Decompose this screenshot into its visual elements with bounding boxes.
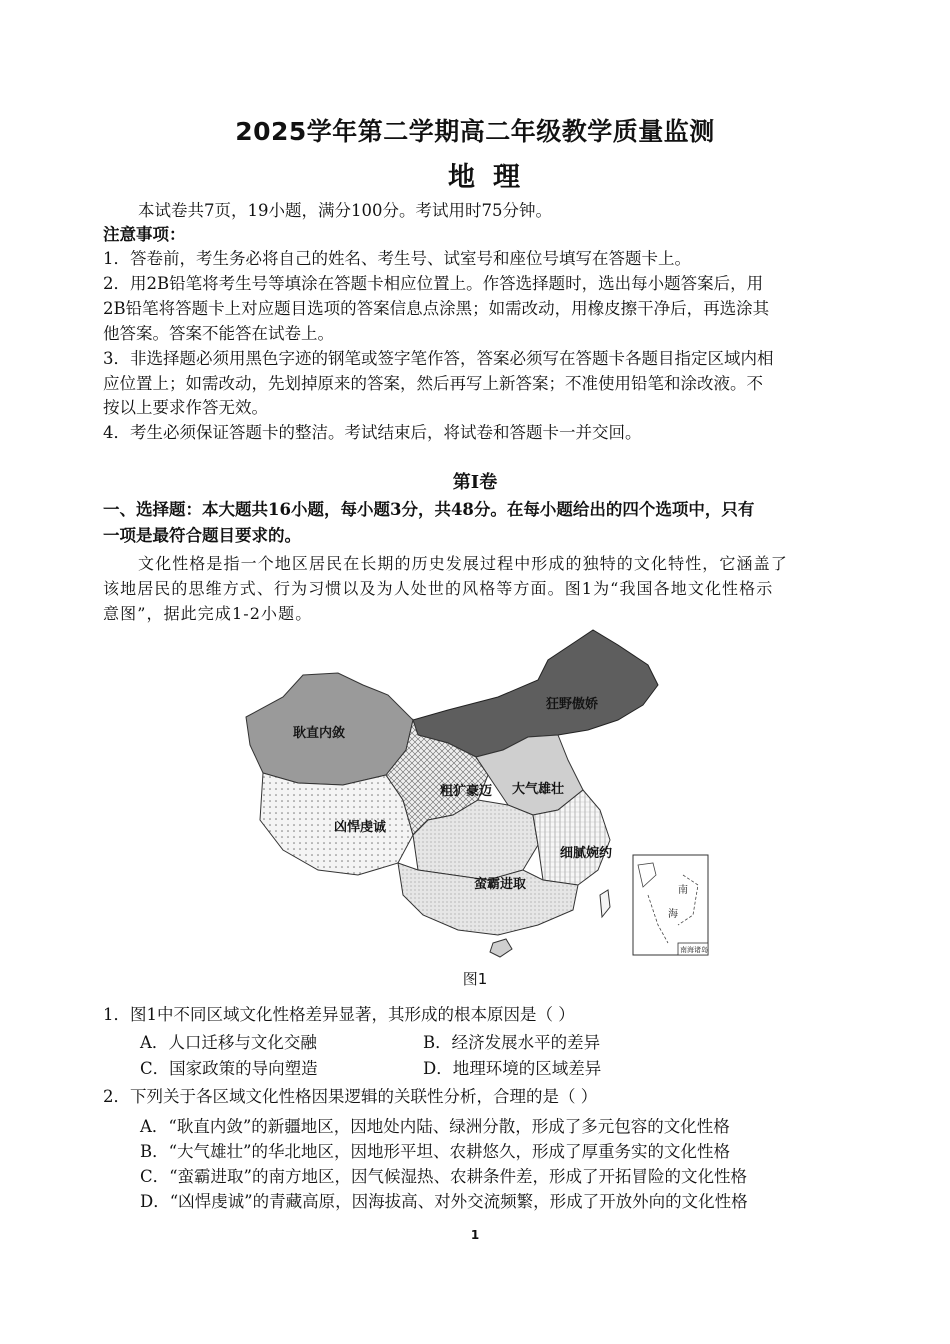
question-2-option-a: A．“耿直内敛”的新疆地区，因地处内陆、绿洲分散，形成了多元包容的文化性格 — [140, 1117, 730, 1136]
figure-caption: 图1 — [462, 970, 488, 988]
question-1-option-a: A．人口迁移与文化交融 — [140, 1033, 317, 1052]
inset-label-nan: 南 — [678, 885, 688, 896]
question-2-option-c: C．“蛮霸进取”的南方地区，因气候湿热、农耕条件差，形成了开拓冒险的文化性格 — [140, 1167, 747, 1186]
question-1-option-c: C．国家政策的导向塑造 — [140, 1059, 318, 1078]
notice-label: 注意事项： — [103, 225, 186, 244]
notice-line: 按以上要求作答无效。 — [103, 398, 268, 417]
passage-line: 文化性格是指一个地区居民在长期的历史发展过程中形成的独特的文化特性，它涵盖了 — [138, 554, 788, 573]
inset-frame — [633, 855, 708, 955]
question-1-stem: 1．图1中不同区域文化性格差异显著，其形成的根本原因是（ ） — [103, 1005, 575, 1024]
culture-map — [238, 625, 713, 960]
question-1-option-b: B．经济发展水平的差异 — [423, 1033, 601, 1052]
notice-line: 应位置上；如需改动，先划掉原来的答案，然后再写上新答案；不准使用铅笔和涂改液。不 — [103, 374, 763, 393]
page-number: 1 — [470, 1228, 480, 1242]
notice-line: 他答案。答案不能答在试卷上。 — [103, 324, 334, 343]
question-1-option-d: D．地理环境的区域差异 — [423, 1059, 602, 1078]
section-title: 第Ⅰ卷 — [452, 472, 498, 493]
notice-line: 3．非选择题必须用黑色字迹的钢笔或签字笔作答，答案必须写在答题卡各题目指定区域内相 — [103, 349, 774, 368]
notice-line: 2．用2B铅笔将考生号等填涂在答题卡相应位置上。作答选择题时，选出每小题答案后，用 — [103, 274, 764, 293]
question-2-option-d: D．“凶悍虔诚”的青藏高原，因海拔高、对外交流频繁，形成了开放外向的文化性格 — [140, 1192, 748, 1211]
passage-line: 意图”，据此完成1-2小题。 — [103, 604, 313, 623]
inset-label-hai: 海 — [668, 909, 678, 920]
notice-line: 1．答卷前，考生务必将自己的姓名、考生号、试室号和座位号填写在答题卡上。 — [103, 249, 691, 268]
intro-text: 本试卷共7页，19小题，满分100分。考试用时75分钟。 — [138, 201, 552, 220]
passage-line: 该地居民的思维方式、行为习惯以及为人处世的风格等方面。图1为“我国各地文化性格示 — [103, 579, 774, 598]
notice-line: 2B铅笔将答题卡上对应题目选项的答案信息点涂黑；如需改动，用橡皮擦干净后，再选涂其 — [103, 299, 770, 318]
label-cuguanghaomai: 粗犷豪迈 — [440, 784, 493, 799]
exam-title: 2025学年第二学期高二年级教学质量监测 — [235, 117, 715, 146]
label-daqixiongzhuang: 大气雄壮 — [512, 782, 565, 797]
label-xionghanqiancheng: 凶悍虔诚 — [334, 820, 387, 835]
question-2-stem: 2．下列关于各区域文化性格因果逻辑的关联性分析，合理的是（ ） — [103, 1087, 598, 1106]
notice-line: 4．考生必须保证答题卡的整洁。考试结束后，将试卷和答题卡一并交回。 — [103, 423, 642, 442]
subject-title: 地理 — [448, 162, 538, 193]
label-manbajinqu: 蛮霸进取 — [474, 877, 527, 892]
label-kuangyeaojiao: 狂野傲娇 — [546, 697, 599, 712]
label-xinifanyue: 细腻婉约 — [560, 846, 613, 861]
question-2-option-b: B．“大气雄壮”的华北地区，因地形平坦、农耕悠久，形成了厚重务实的文化性格 — [140, 1142, 730, 1161]
label-gengzhineilian: 耿直内敛 — [293, 726, 346, 741]
region-hainan — [490, 939, 512, 957]
section-heading: 一、选择题：本大题共16小题，每小题3分，共48分。在每小题给出的四个选项中，只有 — [103, 500, 755, 519]
region-taiwan — [600, 890, 610, 917]
section-heading: 一项是最符合题目要求的。 — [103, 526, 301, 545]
inset-label-islands: 南海诸岛 — [680, 946, 708, 954]
